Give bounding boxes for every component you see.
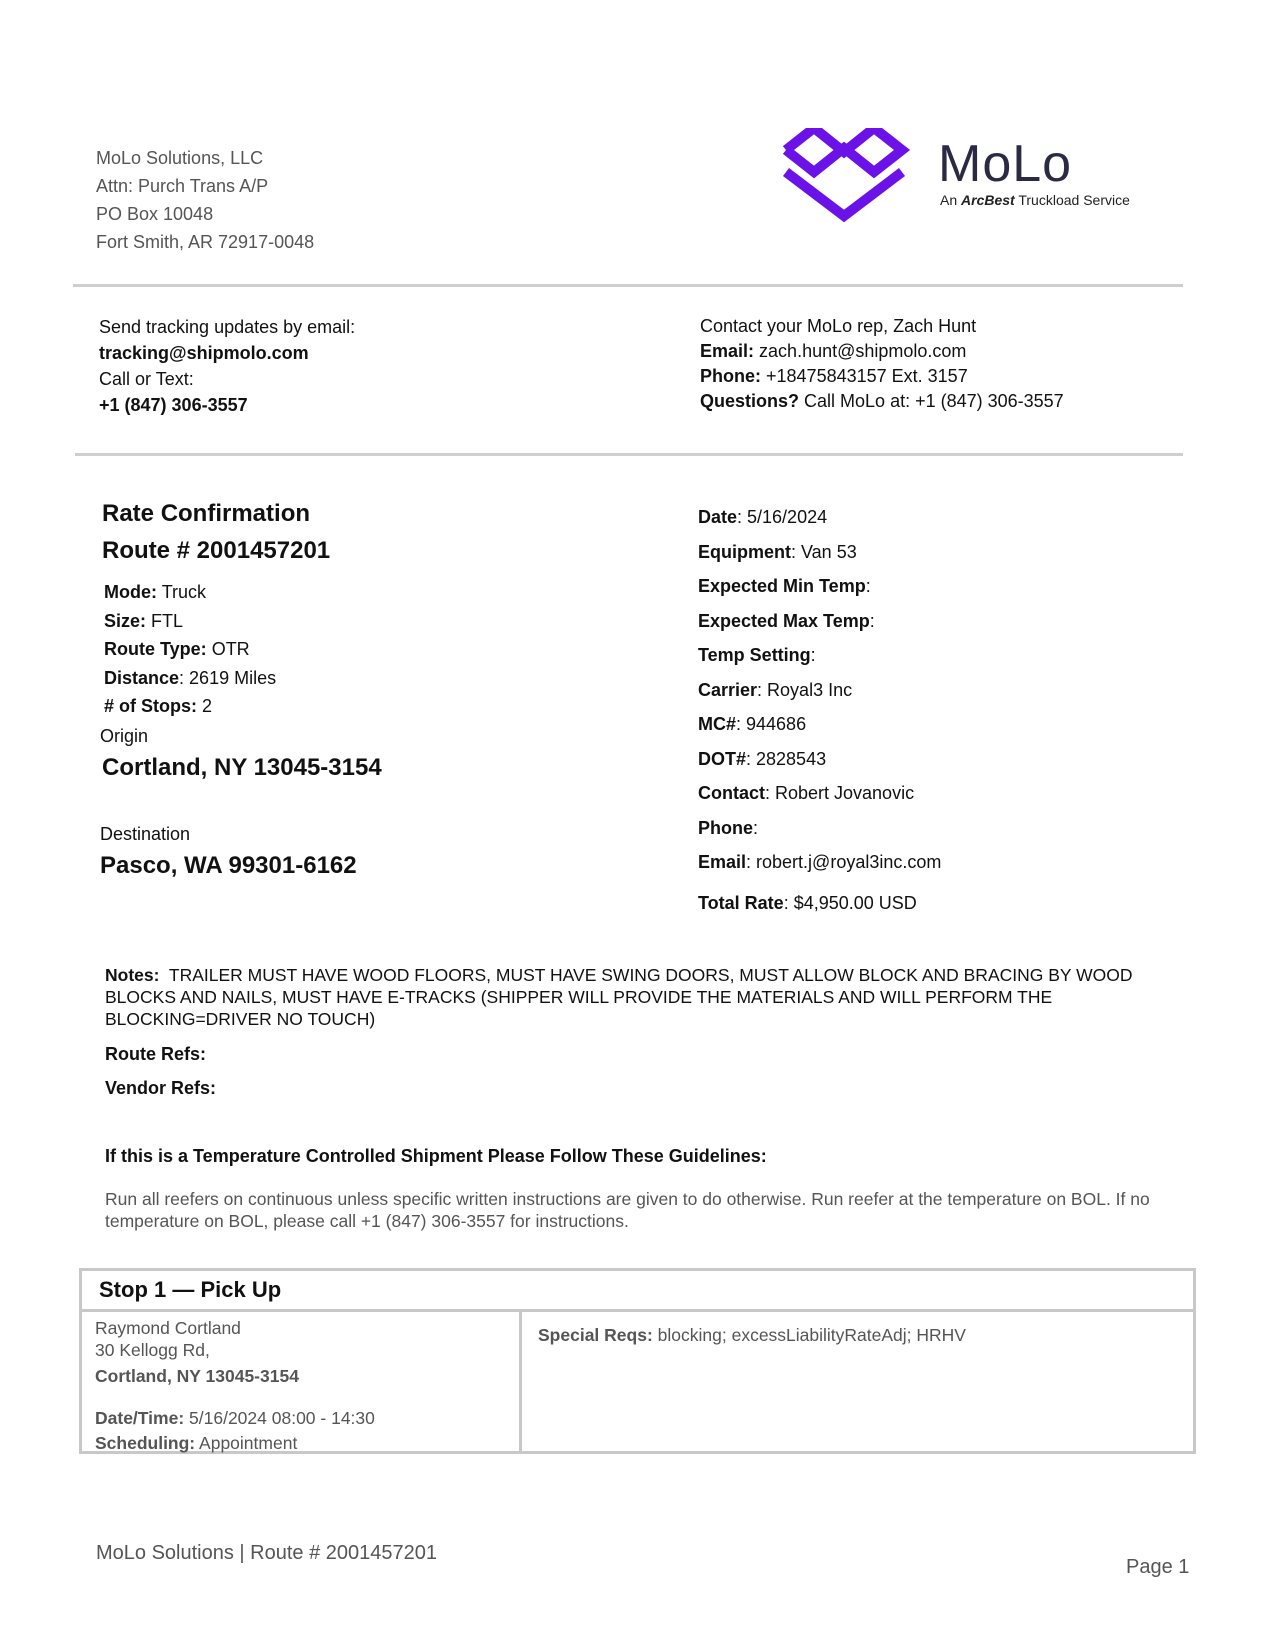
min-temp-row <box>698 569 941 604</box>
carrier-email-label: Email <box>698 852 747 872</box>
contact-label: Contact <box>698 783 765 803</box>
stop-1-title: Stop 1 — Pick Up <box>99 1277 282 1302</box>
billing-address <box>96 144 314 256</box>
mode-label: Mode: <box>104 582 157 602</box>
carrier-details <box>698 500 941 880</box>
mode-value: Truck <box>161 582 207 602</box>
rep-questions: Call MoLo at: +1 (847) 306-3557 <box>804 391 1064 411</box>
logo-wordmark: MoLo <box>938 135 1073 193</box>
doc-title: Rate Confirmation <box>102 500 311 527</box>
molo-logo-mark-icon <box>778 128 918 228</box>
distance-label: Distance <box>104 667 180 688</box>
stops-value: 2 <box>202 696 213 716</box>
carrier-label: Carrier <box>698 679 758 700</box>
mode-row <box>104 578 276 607</box>
carrier-value: : Royal3 Inc <box>757 679 853 700</box>
route-type-label: Route Type: <box>104 639 207 659</box>
size-value: FTL <box>151 610 184 631</box>
route-refs: Route Refs: <box>105 1044 207 1064</box>
billing-city: Fort Smith, AR 72917-0048 <box>96 232 315 252</box>
contact-row <box>698 776 941 811</box>
date-row <box>698 500 941 535</box>
molo-logo <box>778 128 1158 228</box>
temp-setting-row <box>698 638 941 673</box>
stop-1-reqs: blocking; excessLiabilityRateAdj; HRHV <box>657 1325 966 1345</box>
notes <box>105 964 1185 1030</box>
stop-1-city: Cortland, NY 13045-3154 <box>95 1366 299 1386</box>
tracking-contact <box>99 314 355 418</box>
billing-company: MoLo Solutions, LLC <box>96 148 264 168</box>
rep-phone: +18475843157 Ext. 3157 <box>766 366 968 386</box>
temp-guidelines-title: If this is a Temperature Controlled Shipment Please Follow These Guidelines: <box>105 1146 767 1166</box>
total-rate-label: Total Rate <box>698 893 784 913</box>
total-rate-value: : $4,950.00 USD <box>783 893 917 913</box>
billing-attn: Attn: Purch Trans A/P <box>96 176 269 196</box>
stop-1-name: Raymond Cortland <box>95 1318 241 1338</box>
page-number: Page 1 <box>1126 1556 1190 1578</box>
dot-row <box>698 742 941 777</box>
stop-1-address <box>95 1317 375 1454</box>
date-label: Date <box>698 507 738 527</box>
rep-email-row <box>700 339 1064 364</box>
size-label: Size: <box>104 610 147 631</box>
divider-middle <box>75 453 1183 456</box>
carrier-phone-value: : <box>753 817 759 838</box>
stops-label: # of Stops: <box>104 696 197 716</box>
tracking-line3: Call or Text: <box>99 369 194 389</box>
footer-route: MoLo Solutions | Route # 2001457201 <box>96 1542 438 1564</box>
rep-questions-label: Questions? <box>700 391 800 411</box>
notes-text: TRAILER MUST HAVE WOOD FLOORS, MUST HAVE SWING DOORS, MUST ALLOW BLOCK AND BRACING BY WOOD BLOCKS AND NAILS, MUST HAVE E-TRACKS (SHIPPER WILL PROVIDE THE MATERIALS AND WILL PERFORM THE BLOCKING=DRIVER NO TOUCH) <box>105 965 1133 1029</box>
carrier-email-row <box>698 845 941 880</box>
route-type-value: OTR <box>211 639 250 659</box>
stop-1-scheduling-label: Scheduling: <box>95 1433 196 1453</box>
rep-email-label: Email: <box>700 341 755 361</box>
rep-contact <box>700 314 1064 414</box>
equipment-row <box>698 535 941 570</box>
logo-tag-prefix: An <box>940 192 958 208</box>
route-type-row <box>104 635 276 664</box>
vendor-refs: Vendor Refs: <box>105 1078 217 1098</box>
billing-po-box: PO Box 10048 <box>96 204 214 224</box>
rep-questions-row <box>700 389 1064 414</box>
total-rate-row <box>698 893 917 914</box>
logo-tag-suffix: Truckload Service <box>1018 192 1130 208</box>
dot-label: DOT# <box>698 748 747 769</box>
equipment-label: Equipment <box>698 541 791 562</box>
min-temp-label: Expected Min Temp <box>698 576 866 596</box>
rep-phone-row <box>700 364 1064 389</box>
stop-1-column-divider <box>519 1312 522 1454</box>
distance-row <box>104 664 276 693</box>
logo-tagline <box>940 192 1130 208</box>
size-row <box>104 607 276 636</box>
min-temp-value: : <box>865 576 871 596</box>
stop-1-reqs-label: Special Reqs: <box>538 1325 653 1345</box>
logo-tag-brand: ArcBest <box>961 192 1015 208</box>
dot-value: : 2828543 <box>746 748 827 769</box>
temp-setting-label: Temp Setting <box>698 645 811 665</box>
equipment-value: : Van 53 <box>791 541 857 562</box>
destination-label: Destination <box>100 824 191 844</box>
stop-1-special-reqs <box>538 1325 966 1346</box>
destination-value: Pasco, WA 99301-6162 <box>100 852 357 879</box>
load-summary <box>104 578 276 721</box>
stop-1-scheduling: Appointment <box>199 1433 298 1453</box>
stops-row <box>104 692 276 721</box>
mc-row <box>698 707 941 742</box>
carrier-phone-row <box>698 811 941 846</box>
date-value: : 5/16/2024 <box>737 507 828 527</box>
origin-value: Cortland, NY 13045-3154 <box>102 754 382 781</box>
stop-1-header <box>82 1271 1193 1312</box>
tracking-line1: Send tracking updates by email: <box>99 317 356 337</box>
mc-value: : 944686 <box>736 714 807 734</box>
stop-1-datetime: 5/16/2024 08:00 - 14:30 <box>189 1408 375 1428</box>
temp-setting-value: : <box>810 645 816 665</box>
rep-email: zach.hunt@shipmolo.com <box>759 341 967 361</box>
tracking-phone: +1 (847) 306-3557 <box>99 395 248 415</box>
temp-guidelines-body: Run all reefers on continuous unless specific written instructions are given to do otherwise. Run reefer at the temperature on BOL. If no temperature on BOL, please call +1 (847) 306-3557 for instructions. <box>105 1189 1150 1231</box>
mc-label: MC# <box>698 714 737 734</box>
tracking-email: tracking@shipmolo.com <box>99 343 309 363</box>
rep-line1: Contact your MoLo rep, Zach Hunt <box>700 316 977 336</box>
max-temp-row <box>698 604 941 639</box>
contact-value: : Robert Jovanovic <box>765 783 915 803</box>
route-number: Route # 2001457201 <box>102 537 331 564</box>
notes-label: Notes: <box>105 965 160 985</box>
max-temp-label: Expected Max Temp <box>698 610 870 631</box>
carrier-row <box>698 673 941 708</box>
stop-1-datetime-label: Date/Time: <box>95 1408 185 1428</box>
stop-1-scheduling-row <box>95 1432 375 1454</box>
max-temp-value: : <box>869 610 875 631</box>
carrier-phone-label: Phone <box>698 817 754 838</box>
stop-1-datetime-row <box>95 1407 375 1429</box>
carrier-email-value: : robert.j@royal3inc.com <box>746 852 942 872</box>
distance-value: : 2619 Miles <box>179 667 277 688</box>
divider-top <box>73 284 1183 287</box>
origin-label: Origin <box>100 726 149 746</box>
stop-1-street: 30 Kellogg Rd, <box>95 1340 210 1360</box>
rep-phone-label: Phone: <box>700 366 761 386</box>
stop-1-box <box>79 1268 1196 1454</box>
